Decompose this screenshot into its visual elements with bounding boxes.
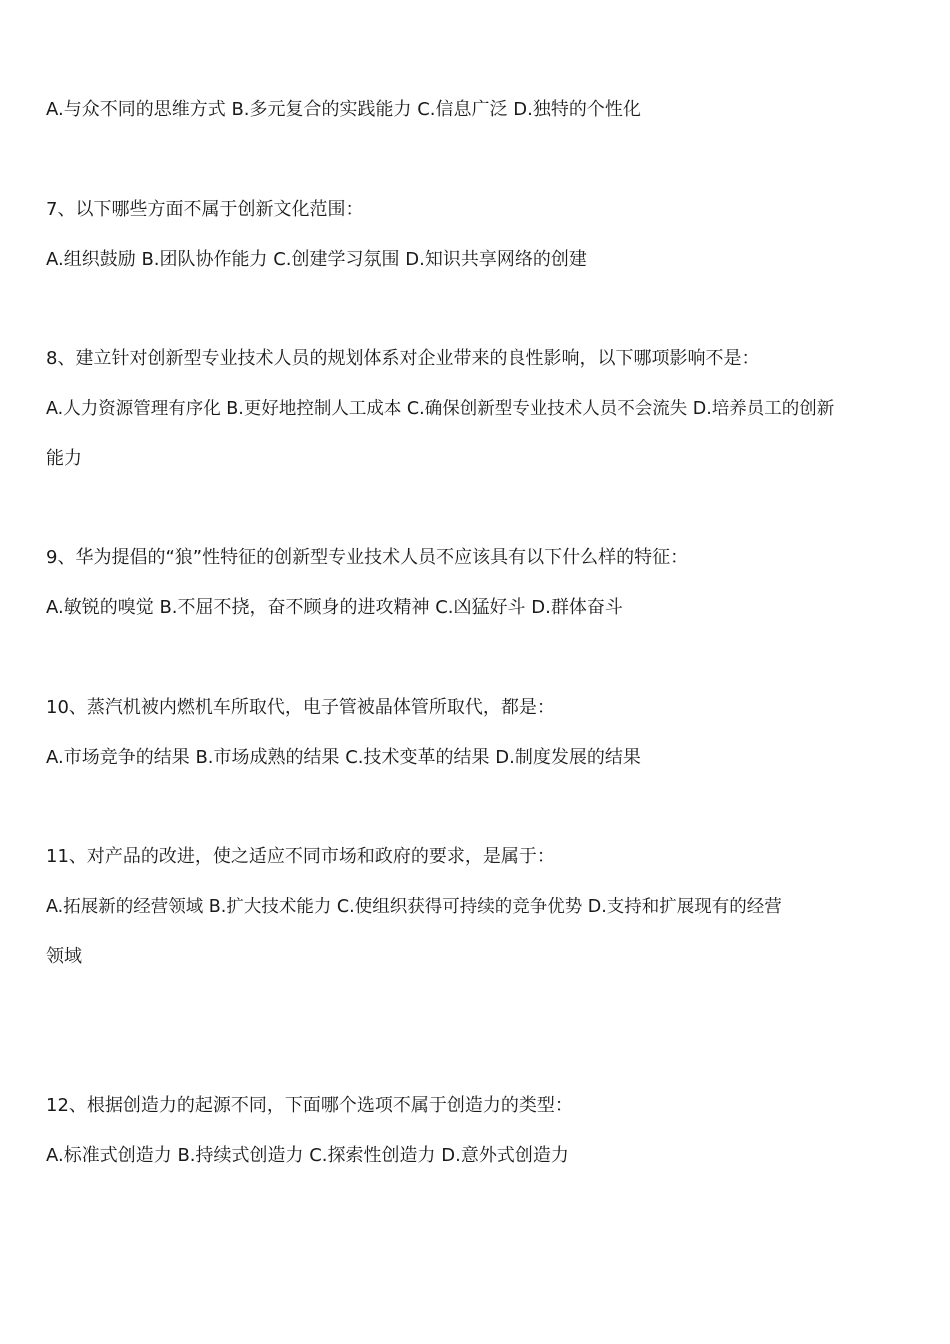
q11-options-cont: 领域: [46, 946, 82, 967]
q12-question: 12、根据创造力的起源不同，下面哪个选项不属于创造力的类型：: [46, 1095, 573, 1116]
q7-options: A.组织鼓励 B.团队协作能力 C.创建学习氛围 D.知识共享网络的创建: [46, 249, 587, 270]
q6-options: A.与众不同的思维方式 B.多元复合的实践能力 C.信息广泛 D.独特的个性化: [46, 99, 641, 120]
q10-question: 10、蒸汽机被内燃机车所取代，电子管被晶体管所取代，都是：: [46, 697, 555, 718]
q8-options-cont: 能力: [46, 448, 82, 469]
q11-options: A.拓展新的经营领域 B.扩大技术能力 C.使组织获得可持续的竞争优势 D.支持和扩展现有的经营: [46, 897, 782, 917]
q9-question: 9、华为提倡的“狼”性特征的创新型专业技术人员不应该具有以下什么样的特征：: [46, 547, 689, 568]
q12-options: A.标准式创造力 B.持续式创造力 C.探索性创造力 D.意外式创造力: [46, 1145, 569, 1166]
q8-options: A.人力资源管理有序化 B.更好地控制人工成本 C.确保创新型专业技术人员不会流失 D.培养员工的创新: [46, 399, 835, 419]
q8-question: 8、建立针对创新型专业技术人员的规划体系对企业带来的良性影响，以下哪项影响不是：: [46, 348, 760, 369]
q11-question: 11、对产品的改进，使之适应不同市场和政府的要求，是属于：: [46, 846, 555, 867]
q7-question: 7、以下哪些方面不属于创新文化范围：: [46, 199, 364, 220]
q10-options: A.市场竞争的结果 B.市场成熟的结果 C.技术变革的结果 D.制度发展的结果: [46, 747, 641, 768]
q9-options: A.敏锐的嗅觉 B.不屈不挠，奋不顾身的进攻精神 C.凶猛好斗 D.群体奋斗: [46, 597, 623, 618]
